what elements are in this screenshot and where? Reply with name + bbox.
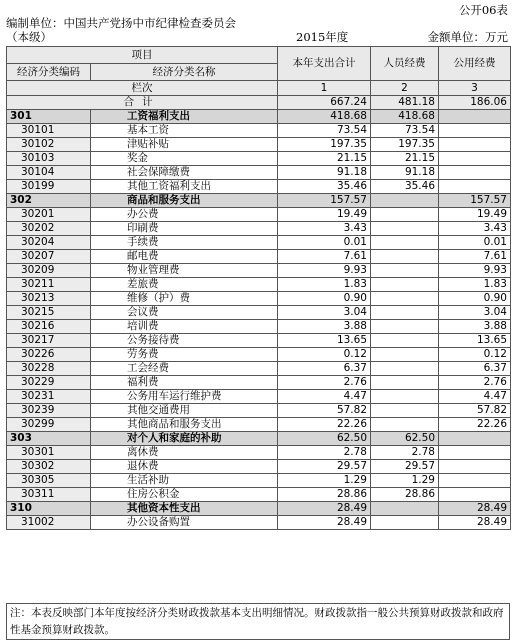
econ-code-cell: 30215 bbox=[7, 306, 91, 320]
total-cell: 4.47 bbox=[278, 390, 371, 404]
table-row bbox=[7, 460, 511, 474]
personnel-cell: 418.68 bbox=[371, 110, 439, 124]
econ-code-cell: 30204 bbox=[7, 236, 91, 250]
total-cell: 2.76 bbox=[278, 376, 371, 390]
econ-name-cell: 离休费 bbox=[91, 446, 278, 460]
public-cell: 6.37 bbox=[439, 362, 511, 376]
total-cell: 13.65 bbox=[278, 334, 371, 348]
table-row bbox=[7, 278, 511, 292]
index-label: 栏次 bbox=[7, 81, 278, 96]
table-row bbox=[7, 250, 511, 264]
econ-name-cell: 住房公积金 bbox=[91, 488, 278, 502]
econ-name-cell: 维修（护）费 bbox=[91, 292, 278, 306]
econ-code-cell: 30101 bbox=[7, 124, 91, 138]
econ-name-cell: 公务用车运行维护费 bbox=[91, 390, 278, 404]
table-row bbox=[7, 292, 511, 306]
econ-name-cell: 社会保障缴费 bbox=[91, 166, 278, 180]
econ-code-cell: 30305 bbox=[7, 474, 91, 488]
personnel-cell: 73.54 bbox=[371, 124, 439, 138]
econ-code-header: 经济分类编码 bbox=[7, 64, 91, 81]
table-row bbox=[7, 446, 511, 460]
public-cell bbox=[439, 152, 511, 166]
public-cell: 19.49 bbox=[439, 208, 511, 222]
table-row bbox=[7, 348, 511, 362]
personnel-cell bbox=[371, 502, 439, 516]
econ-code-cell: 30228 bbox=[7, 362, 91, 376]
econ-code-cell: 30104 bbox=[7, 166, 91, 180]
personnel-cell bbox=[371, 250, 439, 264]
total-cell: 1.83 bbox=[278, 278, 371, 292]
econ-name-cell: 物业管理费 bbox=[91, 264, 278, 278]
econ-name-cell: 奖金 bbox=[91, 152, 278, 166]
econ-name-cell: 其他交通费用 bbox=[91, 404, 278, 418]
total-row-total: 667.24 bbox=[278, 96, 371, 110]
table-row bbox=[7, 138, 511, 152]
econ-name-cell: 其他工资福利支出 bbox=[91, 180, 278, 194]
table-row bbox=[7, 334, 511, 348]
total-cell: 418.68 bbox=[278, 110, 371, 124]
personnel-cell bbox=[371, 306, 439, 320]
econ-name-cell: 津贴补贴 bbox=[91, 138, 278, 152]
total-cell: 19.49 bbox=[278, 208, 371, 222]
personnel-cell bbox=[371, 348, 439, 362]
total-cell: 0.12 bbox=[278, 348, 371, 362]
table-row bbox=[7, 208, 511, 222]
expenditure-table bbox=[6, 46, 511, 530]
category-row bbox=[7, 194, 511, 208]
index-1: 1 bbox=[278, 81, 371, 96]
total-cell: 62.50 bbox=[278, 432, 371, 446]
econ-code-cell: 30301 bbox=[7, 446, 91, 460]
econ-name-cell: 会议费 bbox=[91, 306, 278, 320]
personnel-cell bbox=[371, 194, 439, 208]
public-cell: 0.90 bbox=[439, 292, 511, 306]
public-cell: 3.04 bbox=[439, 306, 511, 320]
personnel-cell: 21.15 bbox=[371, 152, 439, 166]
table-row bbox=[7, 516, 511, 530]
category-row bbox=[7, 502, 511, 516]
econ-code-cell: 30211 bbox=[7, 278, 91, 292]
public-cell: 3.88 bbox=[439, 320, 511, 334]
fiscal-year: 2015年度 bbox=[296, 30, 349, 44]
econ-code-cell: 30199 bbox=[7, 180, 91, 194]
total-cell: 29.57 bbox=[278, 460, 371, 474]
personnel-cell bbox=[371, 390, 439, 404]
level-label: （本级） bbox=[6, 30, 52, 44]
econ-name-cell: 退休费 bbox=[91, 460, 278, 474]
public-cell bbox=[439, 166, 511, 180]
econ-code-cell: 31002 bbox=[7, 516, 91, 530]
personnel-cell bbox=[371, 222, 439, 236]
econ-name-cell: 商品和服务支出 bbox=[91, 194, 278, 208]
table-row bbox=[7, 418, 511, 432]
econ-name-cell: 培训费 bbox=[91, 320, 278, 334]
total-cell: 197.35 bbox=[278, 138, 371, 152]
total-row-personnel: 481.18 bbox=[371, 96, 439, 110]
public-cell bbox=[439, 110, 511, 124]
table-row bbox=[7, 152, 511, 166]
personnel-cell bbox=[371, 404, 439, 418]
total-cell: 57.82 bbox=[278, 404, 371, 418]
econ-code-cell: 30201 bbox=[7, 208, 91, 222]
public-cell bbox=[439, 180, 511, 194]
econ-code-cell: 30217 bbox=[7, 334, 91, 348]
econ-code-cell: 303 bbox=[7, 432, 91, 446]
table-row bbox=[7, 264, 511, 278]
econ-code-cell: 30239 bbox=[7, 404, 91, 418]
table-row bbox=[7, 222, 511, 236]
table-row bbox=[7, 166, 511, 180]
personnel-cell bbox=[371, 376, 439, 390]
econ-name-header: 经济分类名称 bbox=[91, 64, 278, 81]
public-cell: 28.49 bbox=[439, 516, 511, 530]
public-column-header: 公用经费 bbox=[439, 47, 511, 81]
public-cell: 2.76 bbox=[439, 376, 511, 390]
econ-code-cell: 30226 bbox=[7, 348, 91, 362]
total-cell: 21.15 bbox=[278, 152, 371, 166]
item-group-header: 项目 bbox=[7, 47, 278, 64]
econ-name-cell: 其他商品和服务支出 bbox=[91, 418, 278, 432]
amount-unit: 金额单位：万元 bbox=[427, 30, 508, 44]
total-cell: 22.26 bbox=[278, 418, 371, 432]
total-cell: 7.61 bbox=[278, 250, 371, 264]
document-code: 公开06表 bbox=[458, 3, 508, 17]
personnel-cell bbox=[371, 418, 439, 432]
public-cell: 28.49 bbox=[439, 502, 511, 516]
total-cell: 35.46 bbox=[278, 180, 371, 194]
table-row bbox=[7, 306, 511, 320]
econ-code-cell: 30216 bbox=[7, 320, 91, 334]
econ-name-cell: 生活补助 bbox=[91, 474, 278, 488]
econ-name-cell: 福利费 bbox=[91, 376, 278, 390]
total-cell: 6.37 bbox=[278, 362, 371, 376]
public-cell bbox=[439, 138, 511, 152]
total-cell: 2.78 bbox=[278, 446, 371, 460]
public-cell: 4.47 bbox=[439, 390, 511, 404]
econ-code-cell: 30231 bbox=[7, 390, 91, 404]
public-cell: 3.43 bbox=[439, 222, 511, 236]
public-cell: 22.26 bbox=[439, 418, 511, 432]
organization-line: 编制单位：中国共产党扬中市纪律检查委员会 bbox=[6, 16, 236, 30]
public-cell bbox=[439, 446, 511, 460]
personnel-cell bbox=[371, 236, 439, 250]
total-cell: 3.43 bbox=[278, 222, 371, 236]
econ-name-cell: 差旅费 bbox=[91, 278, 278, 292]
personnel-cell bbox=[371, 320, 439, 334]
total-cell: 91.18 bbox=[278, 166, 371, 180]
table-row bbox=[7, 362, 511, 376]
econ-code-cell: 310 bbox=[7, 502, 91, 516]
econ-name-cell: 办公费 bbox=[91, 208, 278, 222]
econ-code-cell: 30202 bbox=[7, 222, 91, 236]
personnel-cell: 91.18 bbox=[371, 166, 439, 180]
personnel-cell: 2.78 bbox=[371, 446, 439, 460]
personnel-cell bbox=[371, 292, 439, 306]
econ-name-cell: 工会经费 bbox=[91, 362, 278, 376]
econ-name-cell: 邮电费 bbox=[91, 250, 278, 264]
econ-code-cell: 30311 bbox=[7, 488, 91, 502]
econ-code-cell: 301 bbox=[7, 110, 91, 124]
public-cell: 7.61 bbox=[439, 250, 511, 264]
personnel-cell: 197.35 bbox=[371, 138, 439, 152]
public-cell: 1.83 bbox=[439, 278, 511, 292]
econ-code-cell: 30209 bbox=[7, 264, 91, 278]
total-cell: 28.49 bbox=[278, 502, 371, 516]
econ-name-cell: 办公设备购置 bbox=[91, 516, 278, 530]
econ-name-cell: 劳务费 bbox=[91, 348, 278, 362]
public-cell: 0.01 bbox=[439, 236, 511, 250]
total-row-label: 合计 bbox=[7, 96, 278, 110]
personnel-cell: 29.57 bbox=[371, 460, 439, 474]
personnel-cell bbox=[371, 278, 439, 292]
table-row bbox=[7, 180, 511, 194]
public-cell bbox=[439, 460, 511, 474]
econ-code-cell: 30229 bbox=[7, 376, 91, 390]
public-cell: 9.93 bbox=[439, 264, 511, 278]
public-cell bbox=[439, 488, 511, 502]
personnel-cell: 1.29 bbox=[371, 474, 439, 488]
category-row bbox=[7, 432, 511, 446]
econ-code-cell: 30299 bbox=[7, 418, 91, 432]
table-row bbox=[7, 320, 511, 334]
table-row bbox=[7, 390, 511, 404]
econ-name-cell: 对个人和家庭的补助 bbox=[91, 432, 278, 446]
econ-code-cell: 30207 bbox=[7, 250, 91, 264]
econ-code-cell: 30302 bbox=[7, 460, 91, 474]
table-row bbox=[7, 474, 511, 488]
total-row-public: 186.06 bbox=[439, 96, 511, 110]
personnel-cell: 35.46 bbox=[371, 180, 439, 194]
personnel-cell: 28.86 bbox=[371, 488, 439, 502]
index-3: 3 bbox=[439, 81, 511, 96]
personnel-cell bbox=[371, 334, 439, 348]
table-row bbox=[7, 376, 511, 390]
public-cell bbox=[439, 432, 511, 446]
index-2: 2 bbox=[371, 81, 439, 96]
econ-code-cell: 30103 bbox=[7, 152, 91, 166]
public-cell bbox=[439, 124, 511, 138]
table-row bbox=[7, 124, 511, 138]
econ-name-cell: 印刷费 bbox=[91, 222, 278, 236]
total-cell: 157.57 bbox=[278, 194, 371, 208]
personnel-cell bbox=[371, 362, 439, 376]
public-cell: 13.65 bbox=[439, 334, 511, 348]
footnote: 注：本表反映部门本年度按经济分类财政拨款基本支出明细情况。财政拨款指一般公共预算财政拨款和政府性基金预算财政拨款。 bbox=[6, 603, 510, 640]
table-row bbox=[7, 488, 511, 502]
total-cell: 0.01 bbox=[278, 236, 371, 250]
public-cell bbox=[439, 474, 511, 488]
total-cell: 28.86 bbox=[278, 488, 371, 502]
econ-name-cell: 其他资本性支出 bbox=[91, 502, 278, 516]
total-cell: 9.93 bbox=[278, 264, 371, 278]
total-cell: 3.88 bbox=[278, 320, 371, 334]
personnel-cell bbox=[371, 264, 439, 278]
econ-code-cell: 302 bbox=[7, 194, 91, 208]
public-cell: 57.82 bbox=[439, 404, 511, 418]
personnel-cell bbox=[371, 516, 439, 530]
personnel-cell bbox=[371, 208, 439, 222]
econ-name-cell: 工资福利支出 bbox=[91, 110, 278, 124]
total-cell: 28.49 bbox=[278, 516, 371, 530]
total-cell: 3.04 bbox=[278, 306, 371, 320]
table-row bbox=[7, 404, 511, 418]
personnel-column-header: 人员经费 bbox=[371, 47, 439, 81]
category-row bbox=[7, 110, 511, 124]
total-cell: 0.90 bbox=[278, 292, 371, 306]
econ-name-cell: 公务接待费 bbox=[91, 334, 278, 348]
econ-name-cell: 基本工资 bbox=[91, 124, 278, 138]
personnel-cell: 62.50 bbox=[371, 432, 439, 446]
public-cell: 157.57 bbox=[439, 194, 511, 208]
total-cell: 73.54 bbox=[278, 124, 371, 138]
public-cell: 0.12 bbox=[439, 348, 511, 362]
table-row bbox=[7, 236, 511, 250]
econ-code-cell: 30213 bbox=[7, 292, 91, 306]
total-cell: 1.29 bbox=[278, 474, 371, 488]
econ-name-cell: 手续费 bbox=[91, 236, 278, 250]
total-column-header: 本年支出合计 bbox=[278, 47, 371, 81]
econ-code-cell: 30102 bbox=[7, 138, 91, 152]
